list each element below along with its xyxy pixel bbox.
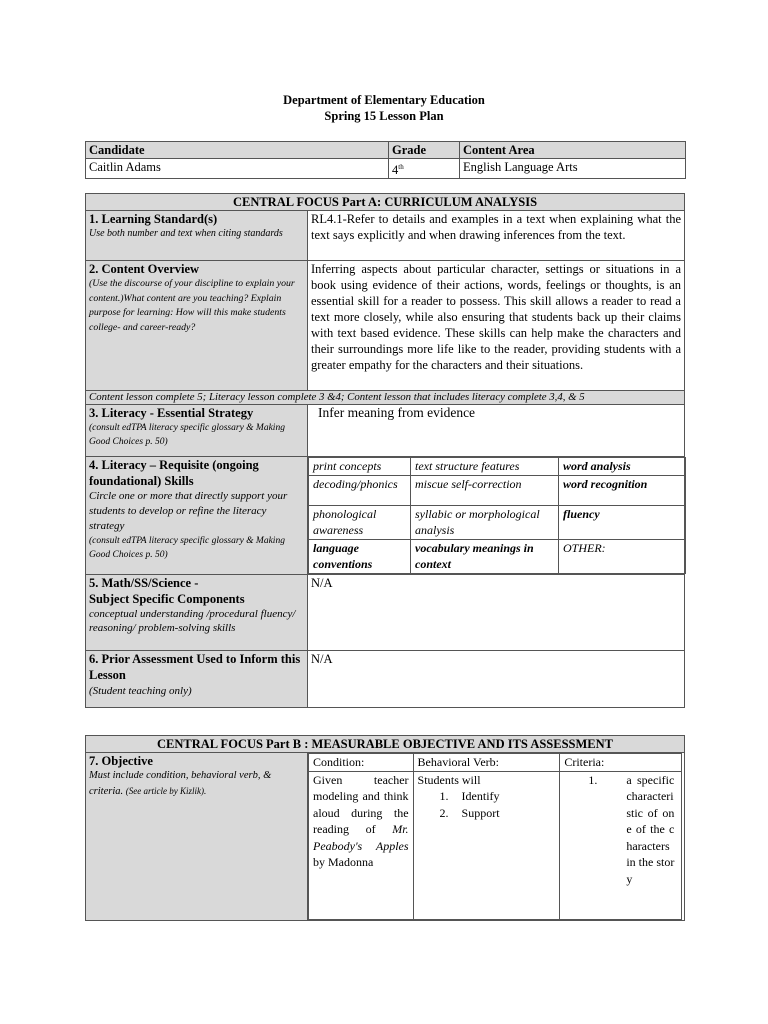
- book-title: Mr. Peabody's Apples: [313, 822, 409, 853]
- objective-grid-cell: [308, 753, 685, 921]
- skill-word-recognition[interactable]: word recognition: [559, 475, 686, 505]
- literacy-strategy-title: 3. Literacy - Essential Strategy: [89, 406, 254, 420]
- learning-standard-cell: [86, 211, 308, 261]
- behavioral-verb-text: [413, 771, 560, 919]
- criteria-text-cell: [560, 771, 682, 919]
- prior-assessment-title: 6. Prior Assessment Used to Inform this Lesson: [89, 651, 301, 682]
- part-b-title: CENTRAL FOCUS Part B : MEASURABLE OBJECTIVE AND ITS ASSESSMENT: [86, 736, 685, 753]
- subject-components-subtitle: Subject Specific Components: [89, 591, 245, 606]
- grade-suffix: th: [398, 163, 404, 171]
- verb-item: 2. Support: [439, 805, 500, 820]
- verb-support: Support: [461, 805, 500, 820]
- literacy-strategy-note: (consult edTPA literacy specific glossary & Making Good Choices p. 50): [89, 423, 285, 447]
- content-overview-cell: [86, 261, 308, 391]
- part-a-table: [85, 193, 685, 708]
- condition-label: Condition:: [309, 754, 414, 772]
- department-title: Department of Elementary Education: [283, 93, 485, 107]
- prior-assessment-note: (Student teaching only): [89, 684, 192, 697]
- requisite-skills-glossary-note: (consult edTPA literacy specific glossary & Making Good Choices p. 50): [89, 536, 285, 560]
- skill-text-structure[interactable]: text structure features: [411, 458, 559, 476]
- content-overview-title: 2. Content Overview: [89, 262, 200, 276]
- verb-identify: Identify: [461, 789, 500, 803]
- skill-syllabic-analysis[interactable]: syllabic or morphological analysis: [411, 505, 559, 539]
- content-overview-text: Inferring aspects about particular character, settings or situations in a book using evidence of their actions, words, feelings or thoughts, is an essential skill for a reader to possess. This skill allows a reader to read a text more closely, while also ensuring that students back up their claims with text based evidence. These skills can help make the characters and their surroundings more life like to the reader, providing students with a greater empathy for the characters and their situations.: [308, 261, 685, 391]
- grade-label: Grade: [389, 142, 460, 159]
- skill-phonological-awareness[interactable]: phonological awareness: [309, 505, 411, 539]
- learning-standard-text: RL4.1-Refer to details and examples in a text when explaining what the text says explicitly and when drawing inferences from the text.: [308, 211, 685, 261]
- condition-text: [309, 771, 414, 919]
- candidate-info-table: [85, 141, 686, 179]
- skill-vocabulary-meanings[interactable]: vocabulary meanings in context: [411, 539, 559, 573]
- verb-intro: Students will: [417, 772, 481, 787]
- condition-text-a: Given teacher modeling and think aloud during the reading of: [313, 772, 409, 836]
- part-a-title: CENTRAL FOCUS Part A: CURRICULUM ANALYSIS: [86, 194, 685, 211]
- subject-components-text: N/A: [308, 574, 685, 650]
- criteria-text: a specific characteristic of one of the characters in the story: [626, 772, 675, 886]
- objective-cell: [86, 753, 308, 921]
- requisite-skills-cell: [86, 457, 308, 575]
- lesson-plan-title: Spring 15 Lesson Plan: [324, 109, 444, 123]
- requisite-skills-title: 4. Literacy – Requisite (ongoing foundational) Skills: [89, 458, 259, 488]
- literacy-strategy-text: Infer meaning from evidence: [308, 405, 685, 457]
- grade-number: 4: [392, 163, 399, 178]
- objective-grid: [308, 753, 682, 920]
- objective-note-main: Must include condition, behavioral verb, & criteria.: [89, 770, 272, 797]
- literacy-strategy-cell: [86, 405, 308, 457]
- content-area-value: English Language Arts: [460, 159, 686, 179]
- candidate-value: Caitlin Adams: [86, 159, 389, 179]
- prior-assessment-cell: [86, 650, 308, 707]
- content-overview-note: (Use the discourse of your discipline to explain your content.)What content are you teaching? Explain purpose for learning: How will this make students college- and career-ready?: [89, 278, 295, 333]
- requisite-skills-note: Circle one or more that directly support your students to develop or refine the literacy strategy: [89, 490, 288, 532]
- skill-fluency[interactable]: fluency: [559, 505, 686, 539]
- skills-grid: [308, 457, 686, 574]
- part-b-table: [85, 735, 685, 921]
- behavioral-verb-label: Behavioral Verb:: [413, 754, 560, 772]
- skill-miscue-correction[interactable]: miscue self-correction: [411, 475, 559, 505]
- skill-word-analysis[interactable]: word analysis: [559, 458, 686, 476]
- subject-components-cell: [86, 574, 308, 650]
- skills-grid-cell: [308, 457, 685, 575]
- skill-decoding-phonics[interactable]: decoding/phonics: [309, 475, 411, 505]
- learning-standard-note: Use both number and text when citing standards: [89, 228, 283, 239]
- objective-note-reference: (See article by Kizlik).: [125, 785, 207, 796]
- criteria-label: Criteria:: [560, 754, 682, 772]
- subject-components-title: 5. Math/SS/Science -: [89, 575, 199, 590]
- objective-title: 7. Objective: [89, 754, 153, 768]
- lesson-completion-note: Content lesson complete 5; Literacy lesson complete 3 &4; Content lesson that includes literacy complete 3,4, & 5: [86, 391, 685, 405]
- skill-print-concepts[interactable]: print concepts: [309, 458, 411, 476]
- learning-standard-title: 1. Learning Standard(s): [89, 212, 218, 226]
- verb-list: [418, 788, 556, 821]
- subject-components-note: conceptual understanding /procedural fluency/ reasoning/ problem-solving skills: [89, 607, 296, 634]
- objective-note: [89, 769, 304, 799]
- candidate-label: Candidate: [86, 142, 389, 159]
- prior-assessment-text: N/A: [308, 650, 685, 707]
- criteria-number: 1.: [588, 772, 598, 787]
- grade-value: [389, 159, 460, 179]
- condition-text-b: by Madonna: [313, 855, 374, 869]
- skill-other[interactable]: OTHER:: [559, 539, 686, 573]
- skill-language-conventions[interactable]: language conventions: [309, 539, 411, 573]
- verb-item: 1. Identify: [439, 789, 500, 803]
- content-area-label: Content Area: [460, 142, 686, 159]
